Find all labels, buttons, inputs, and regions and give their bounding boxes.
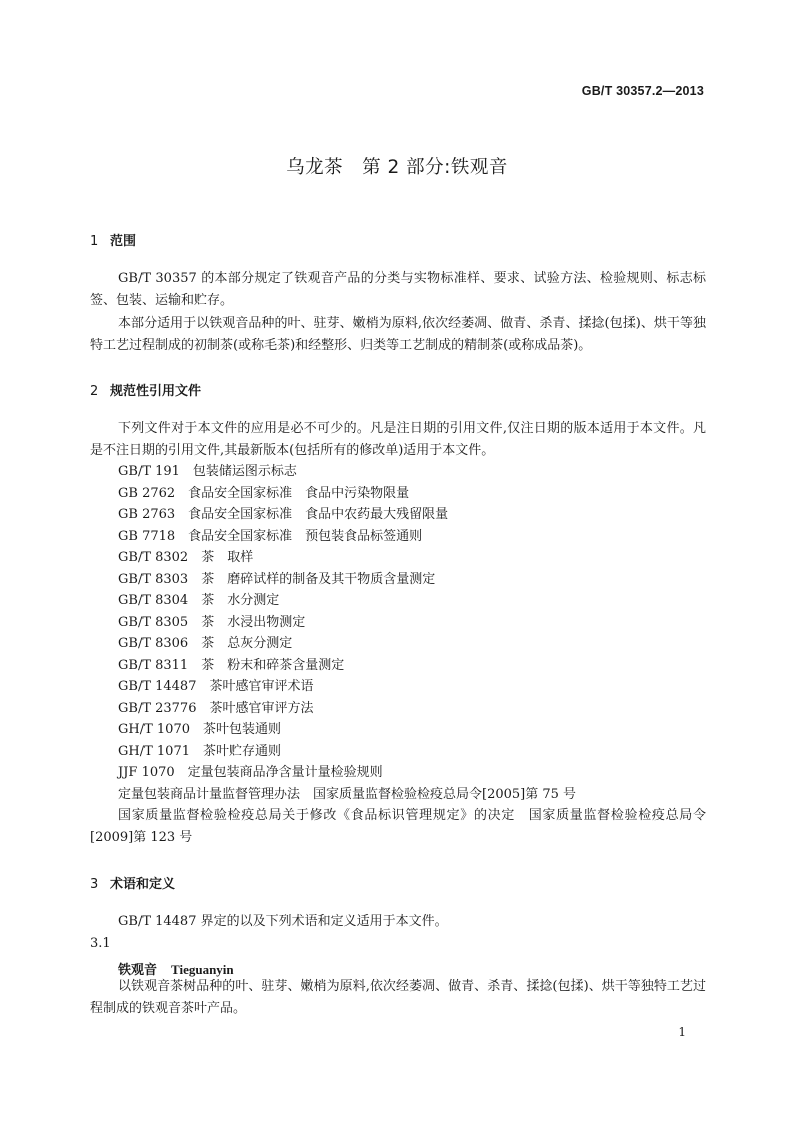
reference-item: GB/T 8303 茶 磨碎试样的制备及其干物质含量测定 <box>118 571 436 587</box>
reference-item: GB/T 14487 茶叶感官审评术语 <box>118 679 314 694</box>
reference-item: 定量包装商品计量监督管理办法 国家质量监督检验检疫总局令[2005]第 75 号 <box>118 786 577 802</box>
section-number: 3 <box>90 877 99 892</box>
reference-item: GH/T 1071 茶叶贮存通则 <box>118 743 281 759</box>
terms-intro: GB/T 14487 界定的以及下列术语和定义适用于本文件。 <box>118 914 448 929</box>
reference-item: GB/T 8304 茶 水分测定 <box>118 593 280 608</box>
reference-item: GB/T 8305 茶 水浸出物测定 <box>118 614 306 630</box>
reference-item: GB/T 23776 茶叶感官审评方法 <box>118 700 314 716</box>
reference-item-last: 国家质量监督检验检疫总局关于修改《食品标识管理规定》的决定 国家质量监督检验检疫总局令[2009]第 123 号 <box>90 808 706 845</box>
section-title: 范围 <box>110 234 137 249</box>
term-name-zh: 铁观音 <box>118 963 158 978</box>
section-heading-scope <box>90 230 136 249</box>
section-number: 1 <box>90 234 99 249</box>
section-number: 2 <box>90 384 99 399</box>
reference-item: GH/T 1070 茶叶包装通则 <box>118 722 281 737</box>
reference-item: GB/T 8302 茶 取样 <box>118 550 254 565</box>
reference-item: GB 2762 食品安全国家标准 食品中污染物限量 <box>118 485 410 501</box>
reference-item: GB/T 8306 茶 总灰分测定 <box>118 636 293 651</box>
standard-code: GB/T 30357.2—2013 <box>581 84 704 98</box>
reference-item: GB 7718 食品安全国家标准 预包装食品标签通则 <box>118 528 423 544</box>
scope-paragraph-1: GB/T 30357 的本部分规定了铁观音产品的分类与实物标准样、要求、试验方法、检验规则、标志标签、包装、运输和贮存。 <box>90 271 706 308</box>
section-heading-terms <box>90 873 175 892</box>
term-number: 3.1 <box>90 936 111 951</box>
reference-item: GB/T 191 包装储运图示标志 <box>118 464 297 479</box>
reference-item: JJF 1070 定量包装商品净含量计量检验规则 <box>118 765 383 780</box>
section-heading-normative <box>90 380 201 399</box>
reference-item: GB/T 8311 茶 粉末和碎茶含量测定 <box>118 657 345 673</box>
term-definition: 以铁观音茶树品种的叶、驻芽、嫩梢为原料,依次经萎凋、做青、杀青、揉捻(包揉)、烘干等独特工艺过程制成的铁观音茶叶产品。 <box>90 979 706 1016</box>
term-name-en: Tieguanyin <box>171 962 234 977</box>
section-title: 规范性引用文件 <box>110 384 202 399</box>
page-number: 1 <box>678 1025 686 1039</box>
section-title: 术语和定义 <box>110 877 176 892</box>
reference-item: GB 2763 食品安全国家标准 食品中农药最大残留限量 <box>118 507 449 522</box>
document-title: 乌龙茶 第 2 部分:铁观音 <box>286 157 508 178</box>
normative-intro: 下列文件对于本文件的应用是必不可少的。凡是注日期的引用文件,仅注日期的版本适用于本文件。凡是不注日期的引用文件,其最新版本(包括所有的修改单)适用于本文件。 <box>90 421 706 458</box>
scope-paragraph-2: 本部分适用于以铁观音品种的叶、驻芽、嫩梢为原料,依次经萎凋、做青、杀青、揉捻(包揉)、烘干等独特工艺过程制成的初制茶(或称毛茶)和经整形、归类等工艺制成的精制茶(或称成品茶)。 <box>90 316 706 353</box>
